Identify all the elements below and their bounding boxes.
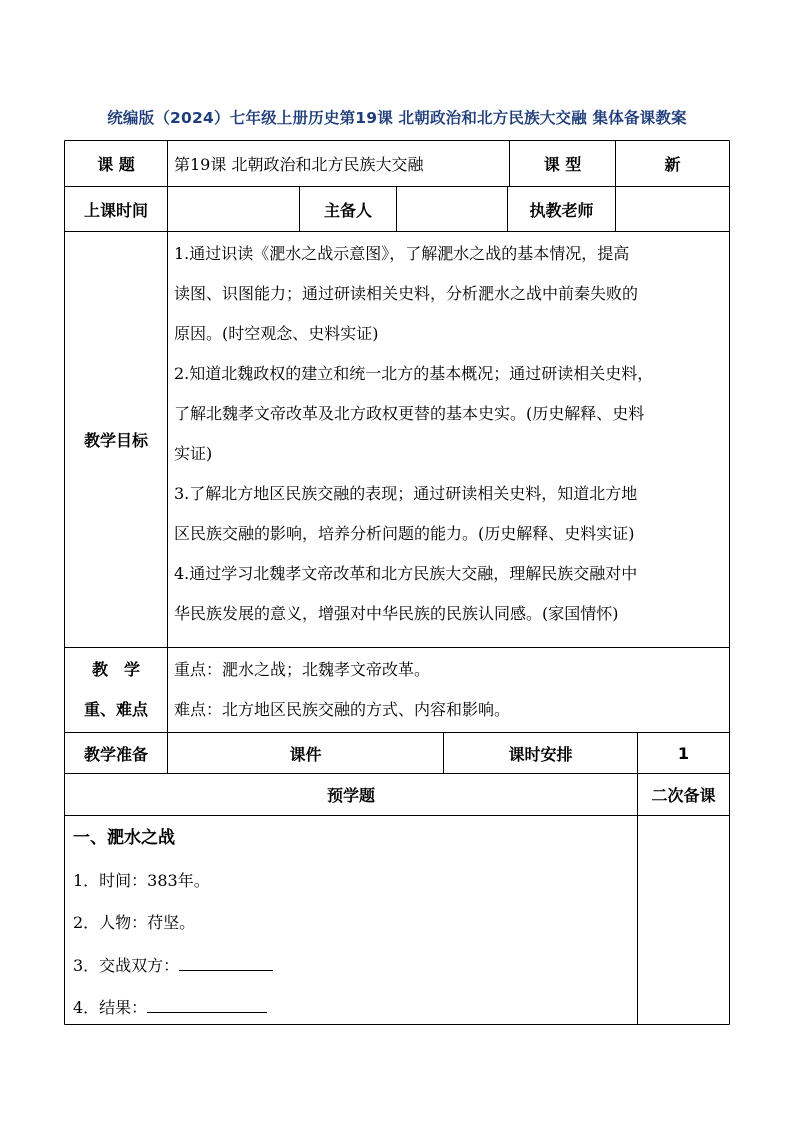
keypoints-text xyxy=(174,650,726,730)
class-time-label: 上课时间 xyxy=(83,200,148,220)
objective-line: 3.了解北方地区民族交融的表现；通过研读相关史料，知道北方地 xyxy=(174,484,638,503)
preview-item xyxy=(73,945,633,988)
objective-line: 4.通过学习北魏孝文帝改革和北方民族大交融，理解民族交融对中 xyxy=(174,564,638,583)
preparer-label: 主备人 xyxy=(323,200,372,220)
objective-line: 区民族交融的影响，培养分析问题的能力。(历史解释、史料实证) xyxy=(174,524,635,543)
class-time-value[interactable] xyxy=(168,187,299,231)
document-title: 统编版（2024）七年级上册历史第19课 北朝政治和北方民族大交融 集体备课教案 xyxy=(107,109,687,127)
objectives-text xyxy=(174,234,726,634)
objective-line: 原因。(时空观念、史料实证) xyxy=(174,324,379,343)
difficult-point: 难点：北方地区民族交融的方式、内容和影响。 xyxy=(174,700,511,719)
hours-label: 课时安排 xyxy=(508,744,573,764)
preview-item xyxy=(73,987,633,1030)
objective-line: 1.通过识读《淝水之战示意图》，了解淝水之战的基本情况，提高 xyxy=(174,244,630,263)
objective-line: 华民族发展的意义，增强对中华民族的民族认同感。(家国情怀) xyxy=(174,604,619,623)
preview-label: 预学题 xyxy=(326,786,375,805)
lesson-type-value: 新 xyxy=(664,155,681,174)
preview-item: 1．时间：383年。 xyxy=(73,870,210,890)
second-prep-label: 二次备课 xyxy=(651,786,716,805)
lesson-value: 第19课 北朝政治和北方民族大交融 xyxy=(174,155,424,174)
lesson-label: 课 题 xyxy=(97,155,135,174)
teacher-value[interactable] xyxy=(616,187,729,231)
prep-label: 教学准备 xyxy=(83,744,148,764)
keypoints-label-line2: 重、难点 xyxy=(83,700,148,719)
preview-item: 2．人物：苻坚。 xyxy=(73,913,196,932)
answer-blank[interactable] xyxy=(179,952,273,971)
objective-line: 实证) xyxy=(174,444,213,463)
objectives-label: 教学目标 xyxy=(83,431,148,450)
objective-line: 2.知道北魏政权的建立和统一北方的基本概况；通过研读相关史料， xyxy=(174,364,654,383)
preview-content xyxy=(73,817,633,1030)
key-point: 重点：淝水之战；北魏孝文帝改革。 xyxy=(174,660,431,679)
hours-value: 1 xyxy=(677,743,690,763)
lesson-type-label: 课 型 xyxy=(543,155,582,174)
preview-heading: 一、淝水之战 xyxy=(73,828,175,848)
keypoints-label xyxy=(65,648,167,732)
preview-item-text: 4．结果： xyxy=(73,998,148,1017)
prep-value: 课件 xyxy=(289,744,322,764)
preparer-value[interactable] xyxy=(397,187,507,231)
answer-blank[interactable] xyxy=(147,994,267,1013)
objective-line: 了解北魏孝文帝改革及北方政权更替的基本史实。(历史解释、史料 xyxy=(174,404,645,423)
teacher-label: 执教老师 xyxy=(529,200,594,220)
objective-line: 读图、识图能力；通过研读相关史料，分析淝水之战中前秦失败的 xyxy=(174,284,639,303)
keypoints-label-line1: 教 学 xyxy=(91,660,140,679)
preview-item-text: 3．交战双方： xyxy=(73,955,180,975)
